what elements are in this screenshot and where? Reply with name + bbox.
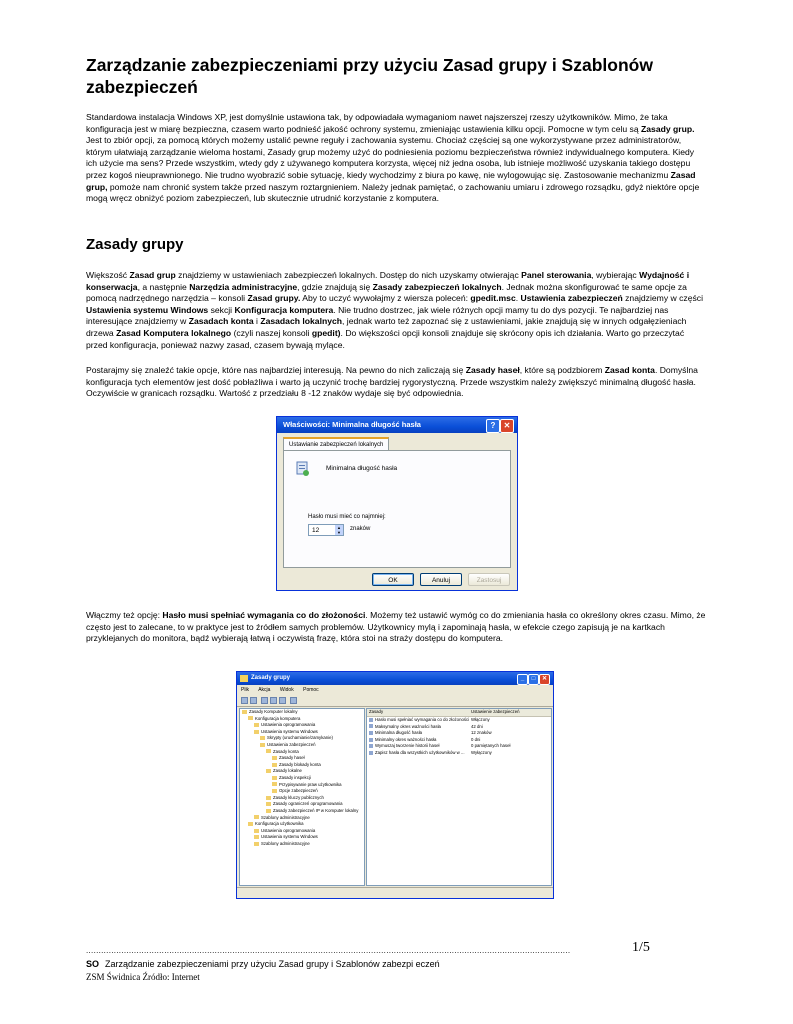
back-icon[interactable] bbox=[241, 697, 248, 704]
tree-node-label: Zasady konta bbox=[273, 748, 299, 754]
tree-node[interactable] bbox=[240, 788, 364, 795]
ok-button[interactable]: OK bbox=[372, 573, 414, 586]
document-title: Zarządzanie zabezpieczeniami przy użyciu Zasad grupy i Szablonów zabezpieczeń bbox=[86, 55, 653, 97]
folder-icon bbox=[266, 749, 271, 753]
policy-cell bbox=[367, 743, 469, 750]
minimize-button[interactable]: _ bbox=[517, 674, 528, 685]
menu-help[interactable]: Pomoc bbox=[303, 687, 319, 693]
show-tree-icon[interactable] bbox=[270, 697, 277, 704]
tree-node[interactable] bbox=[240, 808, 364, 815]
tree-node-label: Zasady kluczy publicznych bbox=[273, 794, 324, 800]
tree-node[interactable] bbox=[240, 828, 364, 835]
tree-node[interactable] bbox=[240, 749, 364, 756]
tree-node-label: Szablony administracyjne bbox=[261, 814, 310, 820]
properties-dialog bbox=[276, 416, 518, 591]
column-setting[interactable]: Ustawienie zabezpieczeń bbox=[471, 709, 520, 714]
table-row[interactable] bbox=[367, 724, 551, 731]
policy-name: Minimalna długość hasła bbox=[326, 465, 398, 472]
tab-local-security-setting[interactable]: Ustawianie zabezpieczeń lokalnych bbox=[283, 437, 389, 451]
tree-node-label: Zasady Komputer lokalny bbox=[249, 709, 298, 714]
tree-node-label: Konfiguracja komputera bbox=[255, 715, 301, 721]
policy-label: Minimalny okres ważności hasła bbox=[375, 736, 437, 742]
tree-node[interactable] bbox=[240, 768, 364, 775]
paragraph-gpedit: Większość Zasad grup znajdziemy w ustawieniach zabezpieczeń lokalnych. Dostęp do nich uzyskamy otwierając Panel sterowania, wybierając Wydajność i konserwacja, a następnie Narzędzia administracyjne, gdzie znajdują się Zasady zabezpieczeń lokalnych. Jednak można skonfigurować te same opcje za pomocą nadrzędnego narzędzia – konsoli Zasad grupy. Aby to uczyć wywołajmy z wiersza poleceń: gpedit.msc. Ustawienia zabezpieczeń znajdziemy w części Ustawienia systemu Windows sekcji Konfiguracja komputera. Nie trudno dostrzec, jak wiele różnych opcji mamy tu do dys pozycji. Te najbardziej nas interesujące znajdziemy w Zasadach konta i Zasadach lokalnych, jednak warto też zapoznać się z ustawieniami, jakie znajdują się w innych odgałęzieniach drzewa Zasad Komputera lokalnego (czyli naszej konsoli gpedit). Do większości opcji konsoli znajduje się skrócony opis ich działania. Warto go przeczytać przed konfiguracja, ponieważ nazwy zasad, czasem bywają mylące. bbox=[86, 270, 703, 350]
paragraph-complexity: Włączmy też opcję: Hasło musi spełniać wymagania co do złożoności. Możemy też ustawić wymóg co do zmieniania hasła co określony okres czasu. Mimo, że często jest to zalecane, to w praktyce jest to źródłem samych problemów. Użytkownicy mylą i zapominają hasła, w efekcie czego zapisują je na kartkach przyklejanych do monitora, bądź wybierają łatwą i oczywistą frazę, która stoi na straży dostępu do komputera. bbox=[86, 610, 706, 644]
tree-node-label: Ustawienia systemu Windows bbox=[261, 834, 318, 840]
tree-node-label: Zasady inspekcji bbox=[279, 774, 311, 780]
unit-label: znaków bbox=[350, 526, 371, 532]
tree-node[interactable] bbox=[240, 716, 364, 723]
tree-node[interactable] bbox=[240, 755, 364, 762]
folder-icon bbox=[272, 763, 277, 767]
app-icon bbox=[240, 675, 248, 682]
tree-node-label: Ustawienia systemu Windows bbox=[261, 728, 318, 734]
policy-label: Hasło musi spełniać wymagania co do złożoności bbox=[375, 717, 469, 722]
setting-cell: Włączony bbox=[471, 717, 490, 722]
tree-node-label: Zasady haseł bbox=[279, 755, 305, 761]
help-button[interactable]: ? bbox=[486, 419, 500, 433]
tree-node-label: Zasady blokady konta bbox=[279, 761, 321, 767]
setting-cell: Wyłączony bbox=[471, 749, 492, 755]
folder-icon bbox=[272, 756, 277, 760]
min-length-label: Hasło musi mieć co najmniej: bbox=[308, 514, 386, 520]
cancel-button[interactable]: Anuluj bbox=[420, 573, 462, 586]
folder-icon bbox=[272, 789, 277, 793]
dialog-title: Właściwości: Minimalna długość hasła bbox=[283, 420, 421, 429]
maximize-button[interactable]: □ bbox=[528, 674, 539, 685]
tab-panel bbox=[283, 450, 511, 568]
tree-node[interactable] bbox=[240, 795, 364, 802]
tree-node-label: Skrypty (uruchamianie/zamykanie) bbox=[267, 735, 333, 741]
policy-cell bbox=[367, 750, 469, 757]
tree-node[interactable] bbox=[240, 801, 364, 808]
footer-source: ZSM Świdnica Źródło: Internet bbox=[86, 972, 200, 982]
policy-icon bbox=[296, 461, 310, 477]
tree-node[interactable] bbox=[240, 815, 364, 822]
folder-icon bbox=[254, 842, 259, 846]
tree-node[interactable] bbox=[240, 735, 364, 742]
window-title-bar bbox=[237, 672, 553, 685]
policy-label: Minimalna długość hasła bbox=[375, 730, 423, 736]
folder-icon bbox=[266, 796, 271, 800]
tree-node-label: Szablony administracyjne bbox=[261, 840, 310, 846]
folder-icon bbox=[266, 769, 271, 773]
toolbar bbox=[237, 695, 553, 707]
min-length-spinner[interactable] bbox=[308, 524, 344, 536]
folder-icon bbox=[266, 802, 271, 806]
tree-node[interactable] bbox=[240, 782, 364, 789]
tree-node-label: Przypisywanie praw użytkownika bbox=[279, 781, 342, 787]
paragraph-password-policy: Postarajmy się znaleźć takie opcje, które nas najbardziej interesują. Na pewno do nich zaliczają się Zasady haseł, które są podzbiorem Zasad konta. Domyślna konfiguracja tych elementów jest dość pobłażliwa i warto ją uczynić trochę bardziej rygorystyczną. Przede wszystkim należy zwiększyć minimalną długość hasła. Oczywiście w granicach rozsądku. Wartość z przedziału 8 -12 znaków wydaje się być odpowiednia. bbox=[86, 365, 698, 399]
policy-label: Maksymalny okres ważności hasła bbox=[375, 723, 441, 729]
tree-node-label: Ustawienia oprogramowania bbox=[261, 722, 316, 728]
footer-so: SO bbox=[86, 959, 100, 969]
column-policy[interactable]: Zasady bbox=[369, 709, 384, 714]
menu-view[interactable]: Widok bbox=[279, 687, 294, 693]
tree-node[interactable] bbox=[240, 709, 364, 716]
folder-icon bbox=[248, 716, 253, 720]
folder-icon bbox=[260, 743, 265, 747]
footer-title bbox=[86, 959, 440, 969]
setting-cell: 0 dni bbox=[471, 736, 481, 742]
tree-node[interactable] bbox=[240, 821, 364, 828]
tree-node-label: Ustawienia zabezpieczeń bbox=[267, 741, 316, 747]
section-heading: Zasady grupy bbox=[86, 236, 184, 253]
folder-icon bbox=[266, 809, 271, 813]
menu-bar bbox=[237, 685, 553, 695]
tree-node-label: Zasady lokalne bbox=[273, 768, 302, 774]
close-button[interactable]: ✕ bbox=[500, 419, 514, 433]
tree-node-label: Zasady ograniczeń oprogramowania bbox=[273, 801, 343, 807]
table-row[interactable] bbox=[367, 750, 551, 757]
policy-icon bbox=[369, 751, 373, 755]
tree-node[interactable] bbox=[240, 762, 364, 769]
tree-node-label: Zasady zabezpieczeń IP w Komputer lokalny bbox=[273, 807, 359, 813]
table-row[interactable] bbox=[367, 717, 551, 724]
setting-cell: 0 pamiętanych haseł bbox=[471, 743, 511, 749]
list-header bbox=[367, 709, 551, 717]
policy-list bbox=[366, 708, 552, 886]
status-bar bbox=[237, 887, 553, 898]
folder-icon bbox=[272, 776, 277, 780]
folder-icon bbox=[272, 782, 277, 786]
folder-icon bbox=[254, 815, 259, 819]
spinner-arrows-icon[interactable]: ▲ ▼ bbox=[335, 525, 343, 535]
folder-icon bbox=[248, 822, 253, 826]
policy-tree bbox=[239, 708, 365, 886]
help-icon[interactable] bbox=[290, 697, 297, 704]
dialog-title-bar bbox=[277, 417, 517, 433]
folder-icon bbox=[260, 736, 265, 740]
tree-node-label: Konfiguracja użytkownika bbox=[255, 821, 304, 827]
policy-cell bbox=[367, 730, 469, 737]
table-row[interactable] bbox=[367, 743, 551, 750]
setting-cell: 12 znaków bbox=[471, 730, 492, 736]
folder-icon bbox=[254, 835, 259, 839]
export-icon[interactable] bbox=[279, 697, 286, 704]
tree-node[interactable] bbox=[240, 729, 364, 736]
tree-node[interactable] bbox=[240, 841, 364, 848]
intro-paragraph: Standardowa instalacja Windows XP, jest domyślnie ustawiona tak, by odpowiadała wymaganiom nawet najszerszej rzeszy użytkowników. Mimo, że taka konfiguracja jest w miarę bezpieczna, czasem warto podnieść jakość ochrony systemu, zmieniając ustawienia kilku opcji. Pomocne w tym celu są Zasady grup. Jest to zbiór opcji, za pomocą których możemy ustalić pewne reguły i zachowania systemu. Chociaż częściej są one wykorzystywane przez administratorów, którym ułatwiają zarządzanie wieloma hostami, Zasady grup możemy użyć do podniesienia poziomu bezpieczeństwa również indywidualnego komputera. Kiedy ich użycie ma sens? Przede wszystkim, wtedy gdy z używanego komputera korzysta, więcej niż jedna osoba, lub istnieje możliwość uzyskania takiego dostępu przez kogoś nieuprawnionego. Nie trudno wyobrazić sobie sytuację, kiedy wychodzimy z biura po kawę, nie wylogowując się. Zastosowanie mechanizmu Zasad grup, pomoże nam chronić system także przed naszym roztargnieniem. Należy jednak pamiętać, o zachowaniu umiaru i zdrowego rozsądku, gdyż niektóre opcje mogą wręcz obniżyć poziom zabezpieczeń, lub skutecznie utrudnić korzystanie z komputera. bbox=[86, 112, 700, 204]
policy-icon bbox=[369, 738, 373, 742]
policy-cell bbox=[367, 737, 469, 744]
policy-icon bbox=[369, 744, 373, 748]
setting-cell: 42 dni bbox=[471, 723, 483, 729]
policy-icon bbox=[369, 731, 373, 735]
tree-node[interactable] bbox=[240, 775, 364, 782]
folder-icon bbox=[242, 710, 247, 714]
table-row[interactable] bbox=[367, 737, 551, 744]
menu-action[interactable]: Akcja bbox=[258, 687, 271, 693]
policy-label: Wymuszaj tworzenie historii haseł bbox=[375, 743, 440, 749]
menu-file[interactable]: Plik bbox=[241, 687, 250, 693]
page-number: 1/5 bbox=[632, 940, 650, 955]
folder-icon bbox=[254, 829, 259, 833]
tree-node[interactable] bbox=[240, 742, 364, 749]
tree-node-label: Ustawienia oprogramowania bbox=[261, 827, 316, 833]
footer-doc-title: Zarządzanie zabezpieczeniami przy użyciu Zasad grupy i Szablonów zabezpi eczeń bbox=[105, 959, 440, 969]
close-window-button[interactable]: ✕ bbox=[539, 674, 550, 685]
folder-icon bbox=[254, 730, 259, 734]
min-length-value: 12 bbox=[312, 527, 320, 534]
tree-node[interactable] bbox=[240, 834, 364, 841]
policy-cell bbox=[367, 717, 469, 724]
group-policy-window bbox=[236, 671, 554, 899]
tree-node[interactable] bbox=[240, 722, 364, 729]
table-row[interactable] bbox=[367, 730, 551, 737]
apply-button[interactable]: Zastosuj bbox=[468, 573, 510, 586]
window-title: Zasady grupy bbox=[251, 675, 291, 681]
footer-rule: ................................................................................................................................................................................................ bbox=[86, 946, 571, 955]
up-icon[interactable] bbox=[261, 697, 268, 704]
policy-icon bbox=[369, 724, 373, 728]
policy-cell bbox=[367, 724, 469, 731]
policy-label: Zapisz hasła dla wszystkich użytkowników w ... bbox=[375, 749, 465, 755]
folder-icon bbox=[254, 723, 259, 727]
forward-icon[interactable] bbox=[250, 697, 257, 704]
tree-node-label: Opcje zabezpieczeń bbox=[279, 788, 318, 794]
policy-icon bbox=[369, 718, 373, 722]
